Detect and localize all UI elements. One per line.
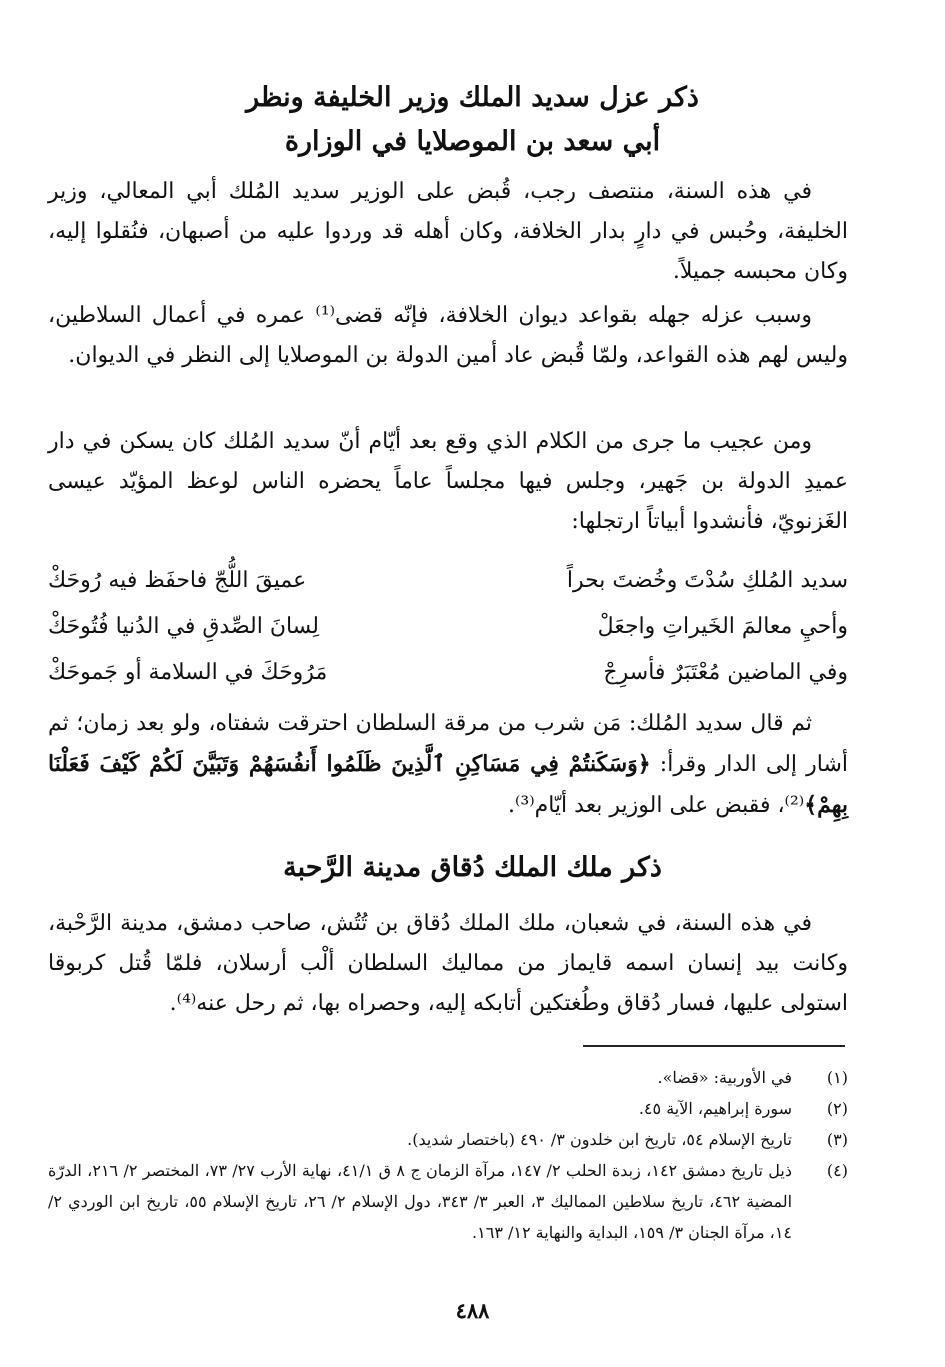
paragraph-anecdote-text: ومن عجيب ما جرى من الكلام الذي وقع بعد أيّام أنّ سديد المُلك كان يسكن في دار عميدِ الدولة بن جَهير، وجلس فيها مجلساً عاماً يحضره الناس لوعظ المؤيّد عيسى الغَزنويّ، فأنشدوا أبياتاً ارتجلها: (48, 429, 848, 534)
footnotes (48, 1062, 848, 1248)
paragraph-anecdote (48, 422, 848, 542)
hemistich-second: مَرُوحَكَ في السلامة أو جَموحَكْ (48, 660, 328, 685)
paragraph-rahba-text: في هذه السنة، في شعبان، ملك الملك دُقاق بن تُتُش، صاحب دمشق، مدينة الرَّحْبة، وكانت بيد إنسان اسمه قايماز من مماليك السلطان ألْب أرسلان، فلمّا قُتل كربوقا استولى عليها، فسار دُقاق وطُغتكين أتابكه إليه، وحصراه بها، ثم رحل عنه⁽⁴⁾. (48, 911, 848, 1016)
footnote-text: ذيل تاريخ دمشق ١٤٢، زبدة الحلب ٢/ ١٤٧، مرآة الزمان ج ٨ ق ٤١/١، نهاية الأرب ٢٧/ ٧٣، المختصر ٢/ ٢١٦، الدرّة المضية ٤٦٢، تاريخ سلاطين المماليك ٣، العبر ٣/ ٣٤٣، دول الإسلام ٢/ ٢٦، تاريخ الإسلام ٥٥، تاريخ ابن الوردي ٢/ ١٤، مرآة الجنان ٣/ ١٥٩، البداية والنهاية ١٢/ ١٦٣. (48, 1161, 793, 1242)
section-title-dismissal (60, 76, 885, 164)
hemistich-second: عميقَ اللُّجّ فاحفَظ فيه رُوحَكْ (48, 568, 307, 593)
footnote-text: تاريخ الإسلام ٥٤، تاريخ ابن خلدون ٣/ ٤٩٠ (باختصار شديد). (407, 1130, 792, 1149)
section-title-line-2: أبي سعد بن الموصلايا في الوزارة (284, 126, 661, 157)
footnote-item (48, 1124, 848, 1155)
paragraph-rahba (48, 904, 848, 1024)
hemistich-first: سديد المُلكِ سُدْتَ وخُضتَ بحراً (566, 568, 848, 593)
poem-verse (48, 558, 848, 604)
section-title-rahba-text: ذكر ملك الملك دُقاق مدينة الرَّحبة (283, 852, 662, 883)
poem-verse (48, 650, 848, 696)
paragraph-reason-text: وسبب عزله جهله بقواعد ديوان الخلافة، فإنّه قضى⁽¹⁾ عمره في أعمال السلاطين، وليس لهم هذه القواعد، ولمّا قُبض عاد أمين الدولة بن الموصلايا إلى النظر في الديوان. (48, 303, 848, 368)
paragraph-reason (48, 296, 848, 376)
footnote-item (48, 1093, 848, 1124)
quran-quote: ﴿وَسَكَنتُمْ فِي مَسَاكِنِ ٱلَّذِينَ ظَلَمُوا أَنفُسَهُمْ وَتَبَيَّنَ لَكُمْ كَيْفَ فَعَلْنَا بِهِمْ﴾ (48, 751, 848, 818)
poem-verse (48, 604, 848, 650)
footnote-number: (٤) (826, 1161, 848, 1180)
footnote-text: في الأوربية: «قضا». (657, 1068, 792, 1087)
footnote-number: (١) (826, 1068, 848, 1087)
paragraph-arrest-text: في هذه السنة، منتصف رجب، قُبض على الوزير سديد المُلك أبي المعالي، وزير الخليفة، وحُبس في دارٍ بدار الخلافة، وكان أهله قد وردوا عليه من أصبهان، فنُقلوا إليه، وكان محبسه جميلاً. (48, 179, 848, 284)
footnote-number: (٢) (826, 1099, 848, 1118)
poem-verses (48, 558, 848, 696)
section-title-line-1: ذكر عزل سديد الملك وزير الخليفة ونظر (246, 82, 699, 113)
paragraph-arrest (48, 172, 848, 292)
footnote-text: سورة إبراهيم، الآية ٤٥. (638, 1099, 792, 1118)
footnote-divider (583, 1045, 845, 1047)
paragraph-saying (48, 704, 848, 826)
footnote-item (48, 1155, 848, 1248)
footnote-number: (٣) (826, 1130, 848, 1149)
page-number: ٤٨٨ (455, 1298, 490, 1323)
hemistich-second: لِسانَ الصِّدقِ في الدُنيا فُتُوحَكْ (48, 614, 320, 639)
footnote-item (48, 1062, 848, 1093)
paragraph-saying-text: ثم قال سديد المُلك: مَن شرب من مرقة السلطان احترقت شفتاه، ولو بعد زمان؛ ثم أشار إلى الدار وقرأ: (48, 711, 848, 777)
section-title-rahba (60, 846, 885, 890)
hemistich-first: وفي الماضين مُعْتَبَرٌ فأسرِجْ (603, 660, 848, 685)
paragraph-saying-ending: ⁽²⁾، فقبض على الوزير بعد أيّام⁽³⁾. (507, 793, 805, 818)
hemistich-first: وأحيِ معالمَ الخَيراتِ واجعَلْ (597, 614, 848, 639)
